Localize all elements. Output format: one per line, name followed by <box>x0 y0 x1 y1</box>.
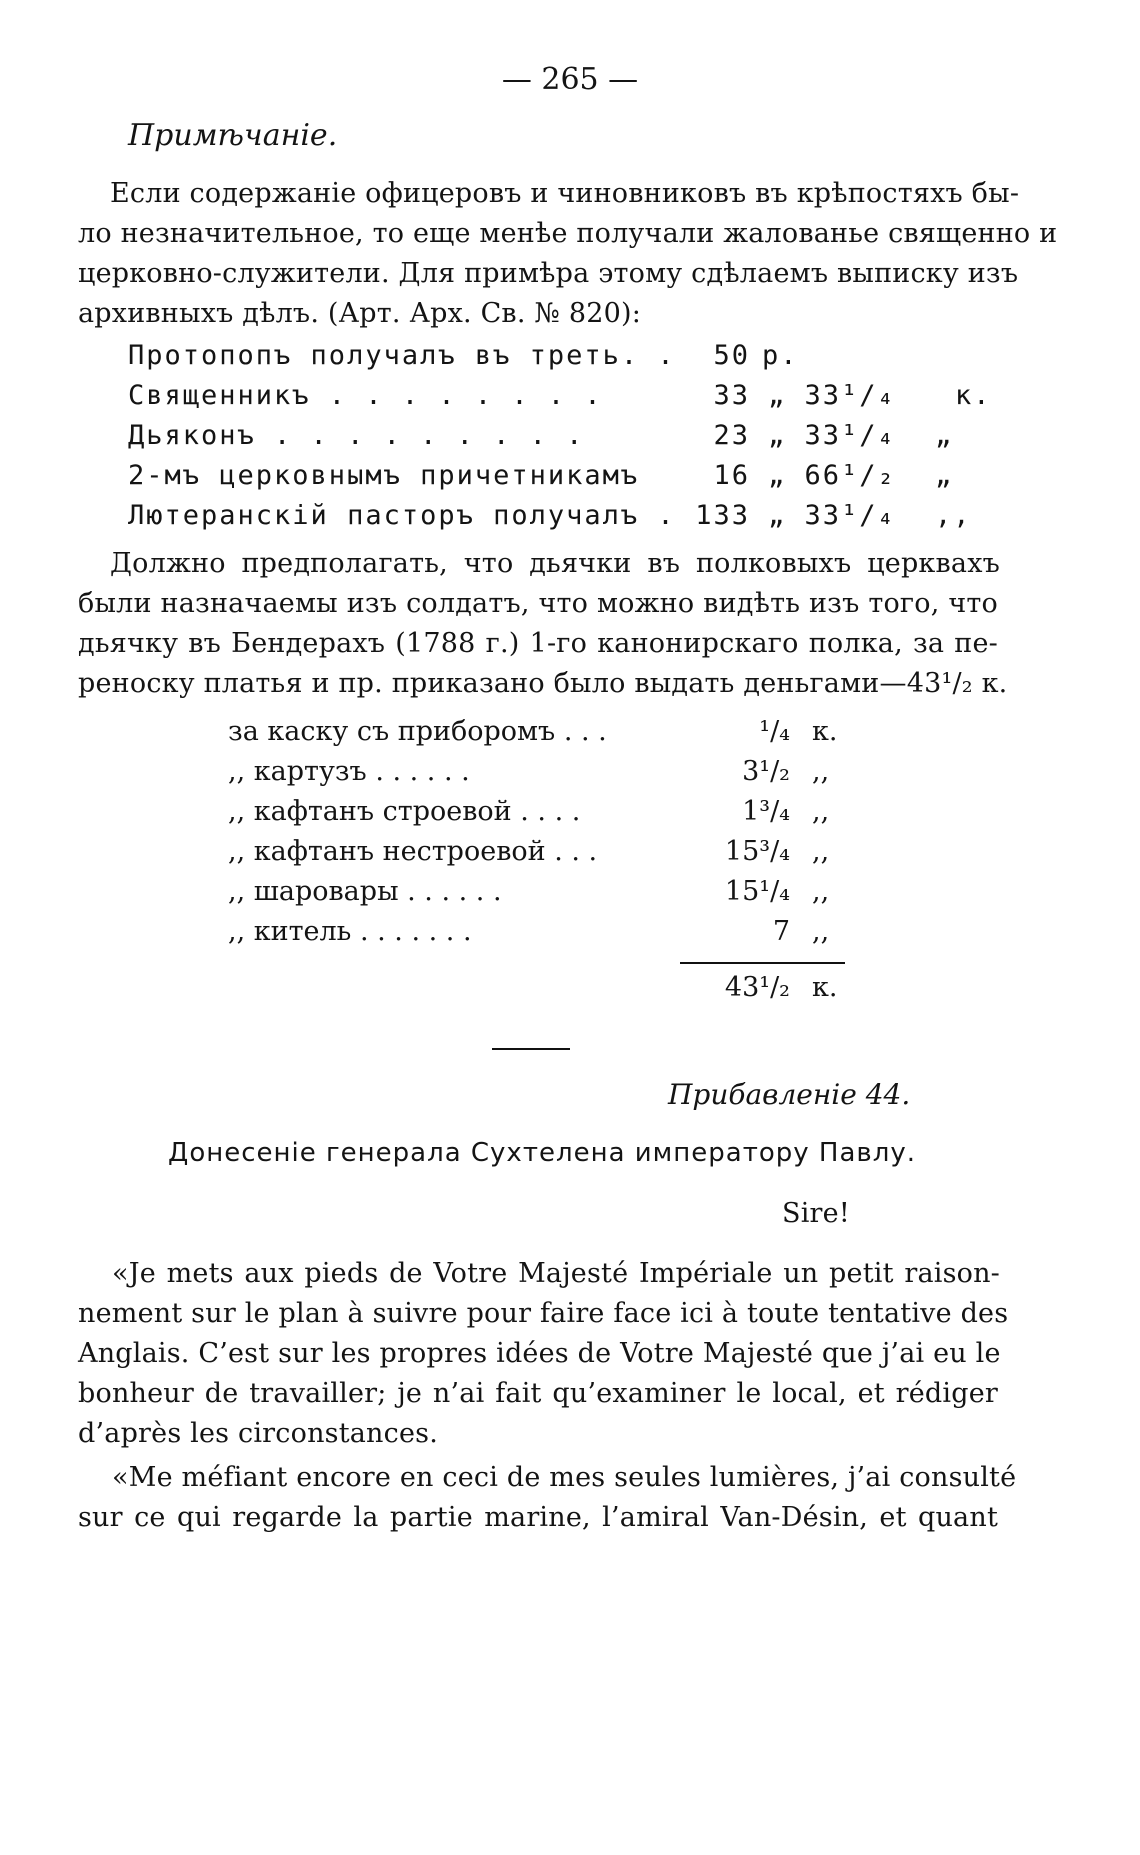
letter-line: «Je mets aux pieds de Votre Majesté Impériale un petit raison- <box>112 1258 1000 1289</box>
item-unit: ,, <box>812 916 830 947</box>
salary-fraction: „ 33¹/₄ <box>768 420 896 451</box>
item-label: ,, китель . . . . . . . <box>228 916 472 947</box>
middle-line: Должно предполагать, что дьячки въ полковыхъ церквахъ <box>110 548 1000 579</box>
item-label: ,, кафтанъ нестроевой . . . <box>228 836 598 867</box>
letter-line: bonheur de travailler; je n’ai fait qu’examiner le local, et rédiger <box>78 1378 998 1409</box>
salary-unit: к. <box>955 380 992 411</box>
salary-label: Лютеранскій пасторъ получалъ . <box>128 500 676 531</box>
item-amount: 7 <box>772 916 790 947</box>
sum-rule <box>680 962 845 964</box>
note-line: Если содержаніе офицеровъ и чиновниковъ въ крѣпостяхъ бы- <box>110 178 1020 209</box>
salary-amount: 33 <box>713 380 750 411</box>
item-amount: 3¹/₂ <box>742 756 790 787</box>
salary-fraction: „ 33¹/₄ <box>768 380 896 411</box>
letter-line: sur ce qui regarde la partie marine, l’amiral Van-Désin, et quant <box>78 1502 998 1533</box>
report-title: Донесеніе генерала Сухтелена императору Павлу. <box>168 1138 916 1168</box>
salary-unit: „ <box>935 420 954 451</box>
items-total-unit: к. <box>812 972 838 1003</box>
middle-line: реноску платья и пр. приказано было выдать деньгами—43¹/₂ к. <box>78 668 1008 699</box>
item-unit: ,, <box>812 756 830 787</box>
salary-fraction: „ 33¹/₄ <box>768 500 896 531</box>
salary-amount: 50 <box>713 340 750 371</box>
note-heading: Примѣчаніе. <box>128 118 338 153</box>
item-unit: ,, <box>812 836 830 867</box>
salary-label: 2-мъ церковнымъ причетникамъ <box>128 460 640 491</box>
salary-unit: „ <box>935 460 954 491</box>
salutation: Sire! <box>782 1198 850 1229</box>
item-label: ,, картузъ . . . . . . <box>228 756 470 787</box>
item-unit: ,, <box>812 876 830 907</box>
note-line: ло незначительное, то еще менѣе получали жалованье священно и <box>78 218 1058 249</box>
appendix-heading: Прибавленіе 44. <box>668 1078 911 1111</box>
salary-fraction: р. <box>762 340 799 371</box>
salary-amount: 133 <box>695 500 750 531</box>
letter-line: «Me méfiant encore en ceci de mes seules lumières, j’ai consulté <box>112 1462 1017 1493</box>
salary-label: Дьяконъ . . . . . . . . . <box>128 420 585 451</box>
item-unit: ,, <box>812 796 830 827</box>
letter-line: nement sur le plan à suivre pour faire face ici à toute tentative des <box>78 1298 1009 1329</box>
letter-line: d’après les circonstances. <box>78 1418 438 1449</box>
item-label: за каску съ приборомъ . . . <box>228 716 607 747</box>
salary-unit: ,, <box>935 500 972 531</box>
letter-line: Anglais. C’est sur les propres idées de Votre Majesté que j’ai eu le <box>78 1338 1001 1369</box>
salary-amount: 23 <box>713 420 750 451</box>
item-unit: к. <box>812 716 838 747</box>
items-total: 43¹/₂ <box>724 972 790 1003</box>
item-amount: 15¹/₄ <box>724 876 790 907</box>
note-line: архивныхъ дѣлъ. (Арт. Арх. Св. № 820): <box>78 298 642 329</box>
middle-line: были назначаемы изъ солдатъ, что можно видѣть изъ того, что <box>78 588 998 619</box>
page-number: — 265 — <box>501 62 639 97</box>
salary-label: Протопопъ получалъ въ треть. . <box>128 340 676 371</box>
salary-amount: 16 <box>713 460 750 491</box>
salary-fraction: „ 66¹/₂ <box>768 460 896 491</box>
item-label: ,, шаровары . . . . . . <box>228 876 502 907</box>
middle-line: дьячку въ Бендерахъ (1788 г.) 1-го канонирскаго полка, за пе- <box>78 628 998 659</box>
item-amount: 1³/₄ <box>742 796 790 827</box>
item-amount: ¹/₄ <box>759 716 790 747</box>
section-divider <box>492 1048 570 1050</box>
salary-label: Священникъ . . . . . . . . <box>128 380 603 411</box>
item-label: ,, кафтанъ строевой . . . . <box>228 796 581 827</box>
item-amount: 15³/₄ <box>724 836 790 867</box>
note-line: церковно-служители. Для примѣра этому сдѣлаемъ выписку изъ <box>78 258 1019 289</box>
